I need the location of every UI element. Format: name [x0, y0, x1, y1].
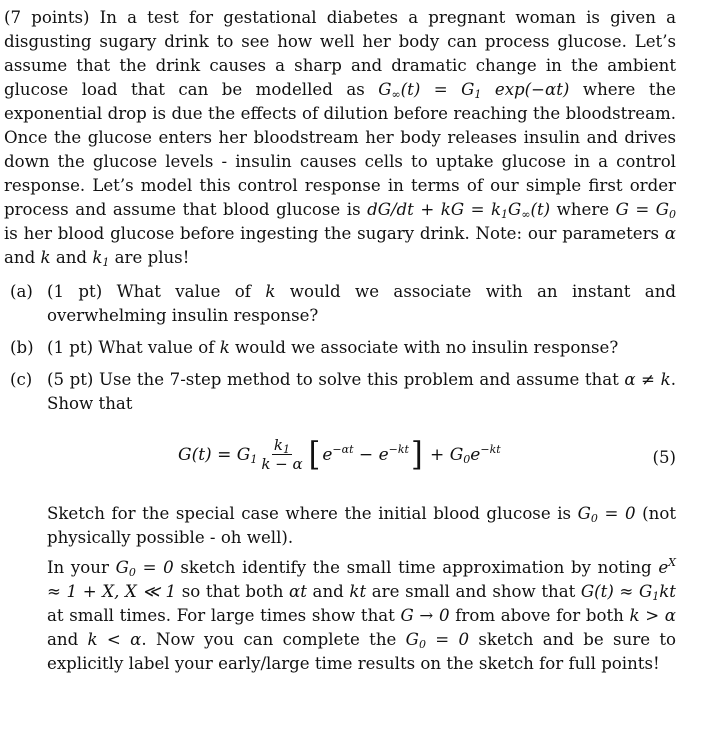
math-k1 — [92, 248, 109, 267]
subquestion-b — [4, 336, 676, 360]
math-sub: 0 — [418, 638, 426, 651]
math-text: = 0 — [135, 558, 174, 577]
problem-page — [4, 6, 676, 676]
math-text: kt — [659, 582, 676, 601]
sketch-instructions — [47, 502, 676, 676]
math-g0 — [116, 558, 174, 577]
math-sup: −αt — [332, 442, 354, 456]
intro-text: are plus! — [109, 248, 190, 267]
math-sub: 1 — [283, 443, 291, 456]
text: . Show that — [47, 370, 676, 413]
math-text: + G — [424, 444, 464, 465]
math-sub: ∞ — [391, 88, 401, 101]
text: (not physically possible - oh well). — [47, 504, 676, 547]
intro-text: and — [4, 248, 41, 267]
math-alpha: α — [664, 224, 676, 243]
eq-exp-k — [379, 443, 409, 467]
math-sub: 1 — [652, 590, 660, 603]
eq-fraction — [259, 436, 304, 473]
math-text: e — [470, 444, 481, 465]
math-alpha-t: αt — [289, 582, 307, 601]
math-ode — [367, 200, 550, 219]
math-text: G — [405, 630, 419, 649]
math-g0 — [406, 630, 469, 649]
math-g: G — [378, 80, 392, 99]
math-sup: X — [668, 556, 676, 569]
intro-text: where — [550, 200, 616, 219]
math-text: e — [658, 558, 669, 577]
open-bracket: [ — [308, 434, 321, 474]
math-text: k — [273, 436, 284, 454]
math-text: = 0 — [425, 630, 470, 649]
intro-text: is her blood glucose before ingesting the sugary drink. Note: our parameters — [4, 224, 665, 243]
text: sketch identify the small time approximation by noting — [173, 558, 659, 577]
math-sub: ∞ — [521, 208, 531, 221]
fraction-denominator: k − α — [261, 455, 303, 473]
math-text: G(t) ≈ G — [580, 582, 653, 601]
text: would we associate with no insulin response? — [229, 338, 619, 357]
intro-text: where the exponential drop is due the effects of dilution before reaching the bloodstream. Once the glucose enters her bloodstream her body releases insulin and drives down the glucose levels - insulin causes cells to uptake glucose in a control response. Let’s model this control response in terms of our simple first order process and assume that blood glucose is — [4, 80, 676, 219]
math-small-time — [581, 582, 676, 601]
subquestion-a — [4, 280, 676, 328]
text: In your — [47, 558, 116, 577]
math-text: G — [115, 558, 129, 577]
equation-body — [178, 436, 501, 473]
subquestion-label: (a) — [10, 282, 33, 301]
math-sub: 1 — [250, 452, 258, 466]
text: would we associate with an instant and overwhelming insulin response? — [47, 282, 677, 325]
math-text: (t) = G — [400, 80, 475, 99]
intro-text: and — [50, 248, 93, 267]
math-g-to-zero: G → 0 — [400, 606, 450, 625]
math-sub: 1 — [501, 208, 509, 221]
math-sub: 0 — [590, 512, 598, 525]
text: and — [306, 582, 350, 601]
eq-exp-alpha — [322, 443, 353, 467]
text: (1 pt) What value of — [47, 282, 266, 301]
math-k: k — [265, 282, 276, 301]
text: . Now you can complete the — [141, 630, 406, 649]
math-text: ≈ 1 + X, X ≪ 1 — [47, 582, 177, 601]
math-text: e — [378, 444, 389, 465]
math-text: k — [92, 248, 103, 267]
math-sub: 0 — [463, 452, 471, 466]
math-kt: kt — [349, 582, 367, 601]
subquestion-text — [47, 280, 676, 328]
close-bracket: ] — [410, 434, 423, 474]
subquestion-list — [4, 280, 676, 676]
math-sub: 0 — [128, 566, 136, 579]
eq-initial-term — [425, 443, 501, 467]
text: (1 pt) What value of — [47, 338, 220, 357]
math-alpha-neq-k: α ≠ k — [624, 370, 671, 389]
math-text: dG/dt + kG = k — [367, 200, 502, 219]
intro-text: (7 points) In a test for gestational diabetes a pregnant woman is given a disgusting sugary drink to see how well her body can process glucose. Let’s assume that the drink causes a sharp and dramatic change in the ambient glucose load that can be modelled as — [4, 8, 676, 99]
math-text: exp(−αt) — [481, 80, 570, 99]
equation-number: (5) — [652, 448, 676, 467]
problem-intro — [4, 6, 676, 270]
text: so that both — [176, 582, 290, 601]
fraction-numerator — [272, 436, 292, 455]
math-text: (t) — [530, 200, 551, 219]
eq-minus: − — [353, 444, 379, 465]
math-text: e — [322, 444, 333, 465]
math-k: k — [219, 338, 230, 357]
math-sub: 1 — [102, 256, 110, 269]
math-text: = 0 — [597, 504, 636, 523]
subquestion-text — [47, 336, 676, 360]
text: Sketch for the special case where the initial blood glucose is — [47, 504, 578, 523]
sketch-paragraph-1 — [47, 502, 676, 550]
text: at small times. For large times show that — [47, 606, 401, 625]
math-k: k — [40, 248, 51, 267]
eq-lhs — [178, 443, 257, 467]
text: are small and show that — [366, 582, 581, 601]
math-initial — [616, 200, 676, 219]
math-sup: −kt — [480, 442, 501, 456]
subquestion-label: (c) — [10, 370, 33, 389]
subquestion-text — [47, 368, 676, 416]
math-g0 — [578, 504, 636, 523]
subquestion-c — [4, 368, 676, 676]
math-g-infinity — [378, 80, 569, 99]
math-sub: 1 — [474, 88, 482, 101]
math-sub: 0 — [669, 208, 676, 221]
sketch-paragraph-2 — [47, 556, 676, 676]
text: and — [47, 630, 88, 649]
math-text: G — [508, 200, 522, 219]
math-text: G(t) = G — [178, 444, 251, 465]
text: sketch and be sure to explicitly label your early/large time results on the sketch for full points! — [47, 630, 676, 673]
subquestion-label: (b) — [10, 338, 34, 357]
text: from above for both — [449, 606, 630, 625]
math-sup: −kt — [388, 442, 409, 456]
math-k-gt-alpha: k > α — [629, 606, 676, 625]
text: (5 pt) Use the 7-step method to solve this problem and assume that — [47, 370, 625, 389]
math-text: G — [577, 504, 591, 523]
math-k-lt-alpha: k < α — [87, 630, 142, 649]
display-equation — [47, 424, 676, 496]
math-text: G = G — [615, 200, 669, 219]
